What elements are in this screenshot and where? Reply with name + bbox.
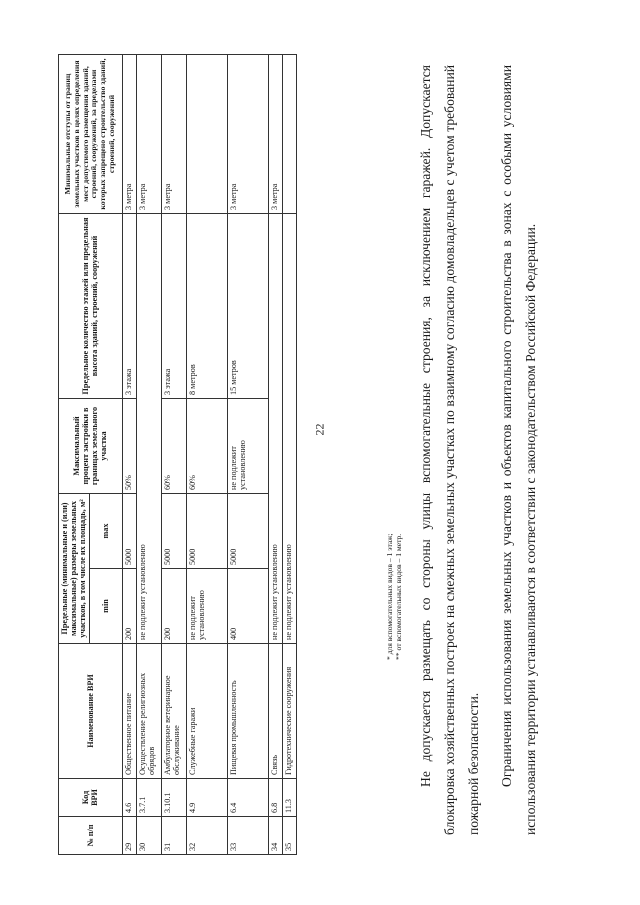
cell-min: 200 bbox=[161, 569, 186, 644]
cell-setback bbox=[282, 55, 296, 214]
footnote: * для вспомогательных видов – 1 этаж; bbox=[385, 533, 394, 660]
cell-code: 4.9 bbox=[186, 779, 227, 817]
cell-size-span: не подлежит установлению bbox=[268, 214, 282, 644]
cell-max: 5000 bbox=[161, 494, 186, 569]
header-percent: Максимальный процент застройки в границах земельного участка bbox=[59, 399, 123, 494]
cell-code: 6.8 bbox=[268, 779, 282, 817]
cell-name: Служебные гаражи bbox=[186, 644, 227, 779]
vri-table bbox=[58, 54, 297, 855]
cell-floors: 8 метров bbox=[186, 214, 227, 399]
cell-code: 4.6 bbox=[122, 779, 136, 817]
table-row bbox=[268, 55, 282, 855]
cell-name: Гидротехнические сооружения bbox=[282, 644, 296, 779]
cell-name: Осуществление религиозных обрядов bbox=[136, 644, 161, 779]
cell-num: 31 bbox=[161, 817, 186, 855]
paragraph: Не допускается размещать со стороны улицы вспомогательные строения, за исключением гаражей. Допускается блокировка хозяйственных построек на смежных земельных участках по взаимному согласию домовладельцев с учетом требований пожарной безопасности. bbox=[418, 65, 481, 835]
cell-min: 400 bbox=[227, 569, 268, 644]
cell-name: Пищевая промышленность bbox=[227, 644, 268, 779]
cell-percent: 50% bbox=[122, 399, 136, 494]
header-code: Код ВРИ bbox=[59, 779, 123, 817]
cell-name: Амбулаторное ветеринарное обслуживание bbox=[161, 644, 186, 779]
footnote: ** от вспомогательных видов – 1 метр. bbox=[393, 533, 403, 660]
cell-setback: 3 метра bbox=[227, 55, 268, 214]
cell-min: 200 bbox=[122, 569, 136, 644]
table-row bbox=[136, 55, 161, 855]
header-size-group: Предельные (минимальные и (или) максимальные) размеры земельных участков, в том числе их площадь, м² bbox=[59, 494, 90, 644]
cell-setback: 3 метра bbox=[268, 55, 282, 214]
body-text bbox=[414, 65, 543, 835]
cell-code: 3.10.1 bbox=[161, 779, 186, 817]
cell-code: 6.4 bbox=[227, 779, 268, 817]
page-number: 22 bbox=[312, 423, 327, 436]
landscape-content bbox=[58, 55, 588, 855]
table-row bbox=[227, 55, 268, 855]
cell-name: Общественное питание bbox=[122, 644, 136, 779]
cell-percent: не подлежит установлению bbox=[227, 399, 268, 494]
header-setback: Минимальные отступы от границ земельных участков в целях определения мест допустимого размещения зданий, строений, сооружений, за пределами которых запрещено строительство зданий, строений, сооружений bbox=[59, 55, 123, 214]
header-name: Наименование ВРИ bbox=[59, 644, 123, 779]
cell-name: Связь bbox=[268, 644, 282, 779]
table-row bbox=[186, 55, 227, 855]
cell-setback: 3 метра bbox=[161, 55, 186, 214]
cell-min: не подлежит установлению bbox=[186, 569, 227, 644]
cell-percent: 60% bbox=[161, 399, 186, 494]
footnotes bbox=[386, 360, 403, 660]
table-row bbox=[122, 55, 136, 855]
table-header-row bbox=[59, 55, 90, 855]
cell-num: 32 bbox=[186, 817, 227, 855]
cell-num: 34 bbox=[268, 817, 282, 855]
cell-num: 29 bbox=[122, 817, 136, 855]
cell-setback: 3 метра bbox=[136, 55, 161, 214]
cell-num: 30 bbox=[136, 817, 161, 855]
cell-code: 11.3 bbox=[282, 779, 296, 817]
cell-code: 3.7.1 bbox=[136, 779, 161, 817]
cell-percent: 60% bbox=[186, 399, 227, 494]
table-row bbox=[282, 55, 296, 855]
cell-size-span: не подлежит установлению bbox=[136, 214, 161, 644]
paragraph: Ограничения использования земельных участков и объектов капитального строительства в зонах с особыми условиями использования территории устанавливаются в соответствии с законодательством Российской Федерации. bbox=[499, 65, 539, 835]
cell-max: 5000 bbox=[227, 494, 268, 569]
cell-floors: 3 этажа bbox=[122, 214, 136, 399]
cell-setback: 3 метра bbox=[122, 55, 136, 214]
header-max: max bbox=[89, 494, 122, 569]
cell-setback bbox=[186, 55, 227, 214]
cell-num: 35 bbox=[282, 817, 296, 855]
header-num: № п/п bbox=[59, 817, 123, 855]
table-row bbox=[161, 55, 186, 855]
cell-max: 5000 bbox=[186, 494, 227, 569]
cell-num: 33 bbox=[227, 817, 268, 855]
header-min: min bbox=[89, 569, 122, 644]
cell-max: 5000 bbox=[122, 494, 136, 569]
header-floors: Предельное количество этажей или предельная высота зданий, строений, сооружений bbox=[59, 214, 123, 399]
cell-floors: 3 этажа bbox=[161, 214, 186, 399]
cell-floors: 15 метров bbox=[227, 214, 268, 399]
cell-size-span: не подлежит установлению bbox=[282, 214, 296, 644]
